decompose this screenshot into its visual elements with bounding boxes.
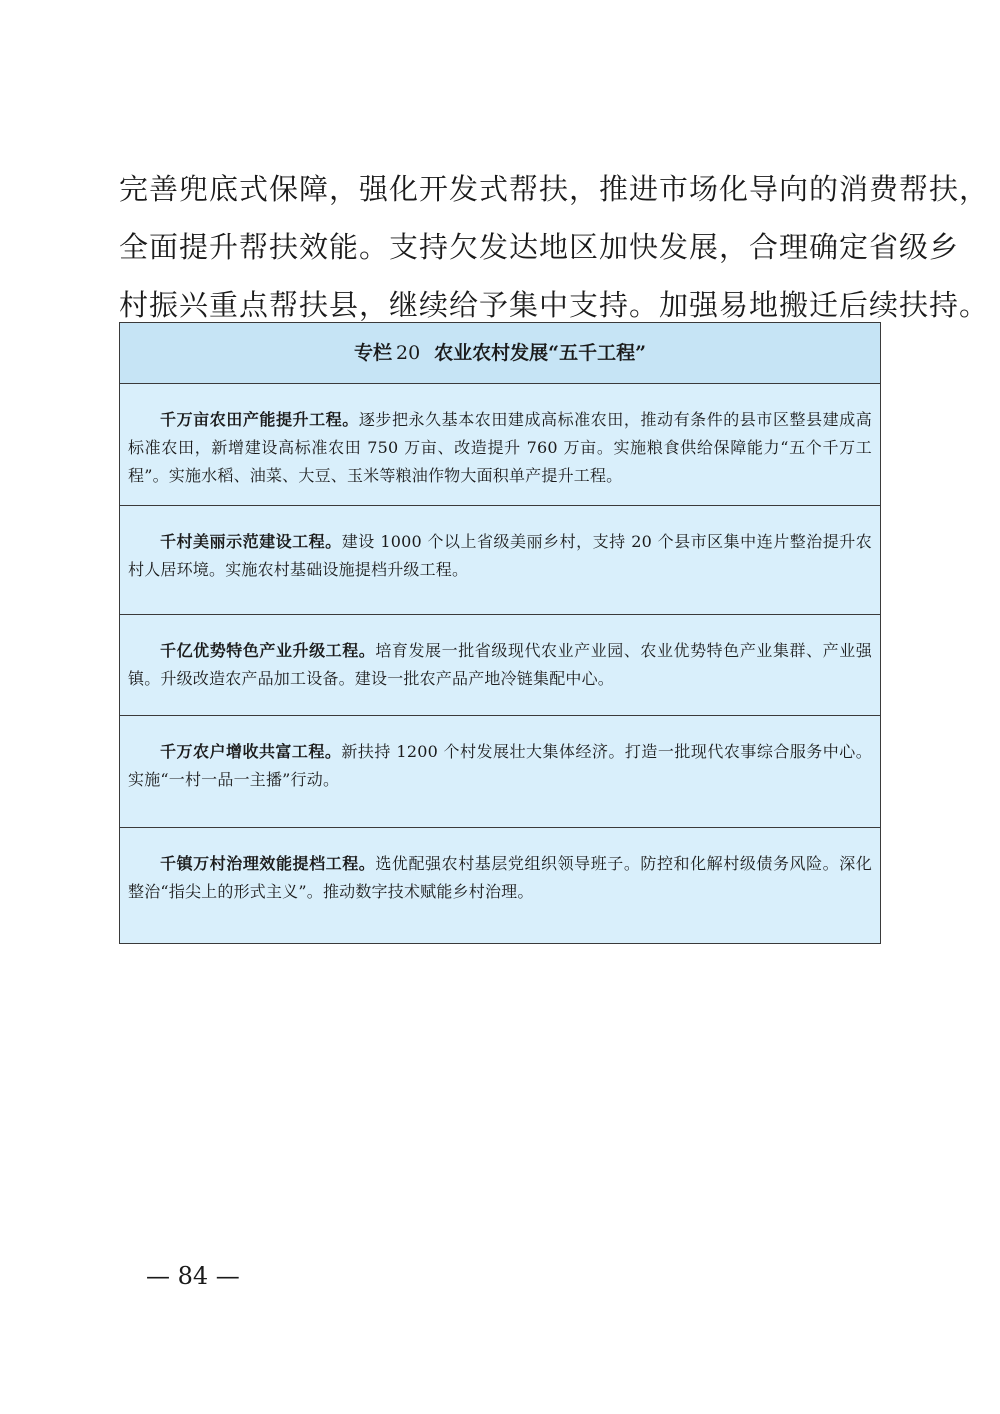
feature-section	[120, 828, 880, 943]
section-body: 逐步把永久基本农田建成高标准农田，推动有条件的县市区整县建成高标准农田，新增建设高标准农田 750 万亩、改造提升 760 万亩。实施粮食供给保障能力“五个千万工程”。实施水稻、油菜、大豆、玉米等粮油作物大面积单产提升工程。	[128, 410, 873, 485]
intro-paragraph	[119, 160, 990, 334]
section-title: 千亿优势特色产业升级工程。	[160, 641, 376, 660]
section-body: 选优配强农村基层党组织领导班子。防控和化解村级债务风险。深化整治“指尖上的形式主义”。推动数字技术赋能乡村治理。	[128, 854, 872, 901]
feature-box-label: 专栏	[353, 342, 392, 364]
intro-line: 完善兜底式保障，强化开发式帮扶，推进市场化导向的消费帮扶，	[119, 172, 990, 206]
feature-box-header	[120, 323, 880, 384]
section-title: 千万亩农田产能提升工程。	[160, 410, 359, 429]
feature-section	[120, 506, 880, 615]
feature-section	[120, 615, 880, 716]
section-title: 千村美丽示范建设工程。	[160, 532, 342, 551]
section-body: 新扶持 1200 个村发展壮大集体经济。打造一批现代农事综合服务中心。实施“一村一品一主播”行动。	[128, 742, 872, 789]
page-number: — 84 —	[146, 1262, 240, 1290]
feature-section	[120, 716, 880, 828]
feature-box-number: 20	[395, 342, 421, 364]
feature-section	[120, 384, 880, 506]
intro-line: 全面提升帮扶效能。支持欠发达地区加快发展，合理确定省级乡	[119, 230, 960, 264]
feature-box-title: 农业农村发展“五千工程”	[434, 342, 647, 364]
feature-box	[119, 322, 881, 944]
section-body: 建设 1000 个以上省级美丽乡村，支持 20 个县市区集中连片整治提升农村人居环境。实施农村基础设施提档升级工程。	[128, 532, 872, 579]
section-title: 千万农户增收共富工程。	[160, 742, 342, 761]
section-body: 培育发展一批省级现代农业产业园、农业优势特色产业集群、产业强镇。升级改造农产品加工设备。建设一批农产品产地冷链集配中心。	[128, 641, 872, 688]
intro-line: 村振兴重点帮扶县，继续给予集中支持。加强易地搬迁后续扶持。	[119, 288, 990, 322]
section-title: 千镇万村治理效能提档工程。	[160, 854, 376, 873]
